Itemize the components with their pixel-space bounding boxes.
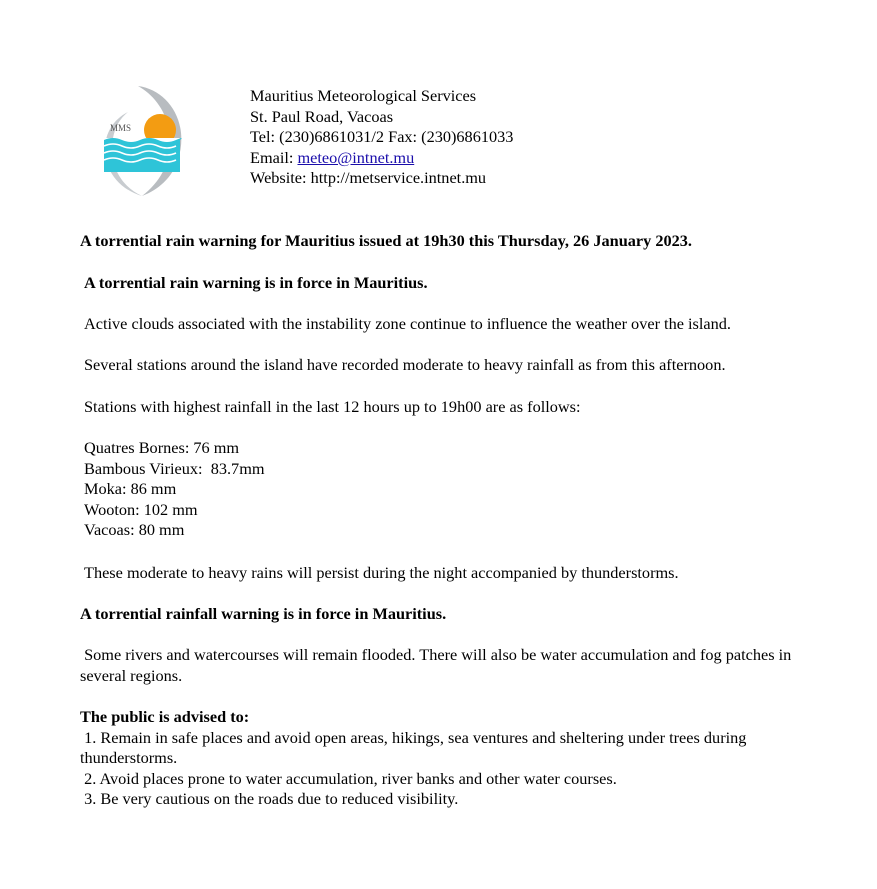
paragraph-persist: These moderate to heavy rains will persist during the night accompanied by thunderstorms. xyxy=(84,563,679,582)
rainfall-warning-heading: A torrential rainfall warning is in force in Mauritius. xyxy=(80,604,447,623)
paragraph-rivers: Some rivers and watercourses will remain flooded. There will also be water accumulation and fog patches in several regions. xyxy=(80,645,796,685)
paragraph-stations: Several stations around the island have recorded moderate to heavy rainfall as from this afternoon. xyxy=(84,355,726,374)
advice-item: 3. Be very cautious on the roads due to reduced visibility. xyxy=(80,789,459,809)
list-item: Quatres Bornes: 76 mm xyxy=(84,438,240,457)
tel-fax: Tel: (230)6861031/2 Fax: (230)6861033 xyxy=(250,127,514,147)
email-label: Email: xyxy=(250,147,298,167)
advice-item: 2. Avoid places prone to water accumulation, river banks and other water courses. xyxy=(80,768,617,788)
advice-heading: The public is advised to: xyxy=(80,707,250,726)
paragraph-clouds: Active clouds associated with the instability zone continue to influence the weather over the island. xyxy=(84,314,731,333)
list-item: Bambous Virieux: 83.7mm xyxy=(84,458,265,478)
contact-block xyxy=(250,86,513,189)
list-item: Vacoas: 80 mm xyxy=(84,520,185,540)
station-rainfall-list xyxy=(84,438,265,541)
bulletin-title: A torrential rain warning for Mauritius issued at 19h30 this Thursday, 26 January 2023. xyxy=(80,231,692,250)
logo-text: MMS xyxy=(110,123,132,133)
email-link[interactable]: meteo@intnet.mu xyxy=(297,147,415,167)
warning-in-force: A torrential rain warning is in force in Mauritius. xyxy=(84,273,428,292)
address: St. Paul Road, Vacoas xyxy=(250,106,394,126)
org-name: Mauritius Meteorological Services xyxy=(250,86,477,105)
website: Website: http://metservice.intnet.mu xyxy=(250,168,487,188)
list-item: Moka: 86 mm xyxy=(84,479,177,499)
advice-item: 1. Remain in safe places and avoid open areas, hikings, sea ventures and sheltering under trees during thunderstorms. xyxy=(80,727,751,768)
email-line xyxy=(250,148,513,169)
paragraph-highest-rainfall: Stations with highest rainfall in the last 12 hours up to 19h00 are as follows: xyxy=(84,397,581,416)
advice-section xyxy=(80,707,800,810)
mms-logo xyxy=(98,82,186,200)
list-item: Wooton: 102 mm xyxy=(84,499,198,519)
